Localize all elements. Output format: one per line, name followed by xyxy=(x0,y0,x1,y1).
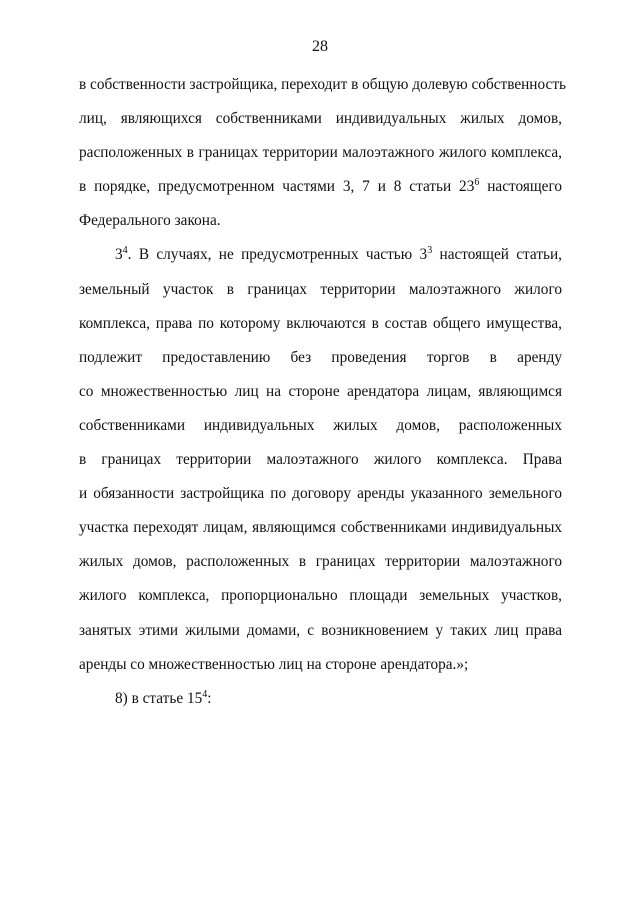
text-line: расположенных в границах территории малоэтажного жилого комплекса, xyxy=(79,144,562,162)
paragraph-continuation xyxy=(79,68,566,238)
text-fragment: в порядке, предусмотренном частями 3, 7 и 8 статьи 23 xyxy=(79,178,475,196)
text-fragment: : xyxy=(207,689,212,707)
text-line xyxy=(79,238,562,272)
text-line: в собственности застройщика, переходит в общую долевую собственность xyxy=(79,76,566,93)
text-line: лиц, являющихся собственниками индивидуальных жилых домов, xyxy=(79,110,562,128)
superscript: 4 xyxy=(122,245,128,257)
superscript: 4 xyxy=(202,688,208,700)
paragraph-part-3-4 xyxy=(79,238,562,681)
text-line: участка переходят лицам, являющимся собственниками индивидуальных xyxy=(79,519,562,537)
text-line xyxy=(79,170,562,204)
text-line: жилых домов, расположенных в границах территории малоэтажного xyxy=(79,553,562,571)
text-line: аренды со множественностью лиц на стороне арендатора.»; xyxy=(79,655,469,673)
text-line: занятых этими жилыми домами, с возникновением у таких лиц права xyxy=(79,621,562,639)
text-fragment: 8) в статье 15 xyxy=(115,689,203,707)
text-fragment: настоящего xyxy=(479,178,562,196)
document-body xyxy=(79,68,566,716)
text-line: подлежит предоставлению без проведения торгов в аренду xyxy=(79,348,562,366)
text-line: собственниками индивидуальных жилых домов, расположенных xyxy=(79,416,562,434)
text-line xyxy=(79,682,562,716)
part-number: 3 xyxy=(115,246,123,264)
text-line: в границах территории малоэтажного жилого комплекса. Права xyxy=(79,451,562,469)
paragraph-item-8 xyxy=(79,682,562,716)
text-line: жилого комплекса, пропорционально площади земельных участков, xyxy=(79,587,562,605)
text-line: комплекса, права по которому включаются в состав общего имущества, xyxy=(79,314,562,332)
text-fragment: . В случаях, не предусмотренных частью 3 xyxy=(127,246,428,264)
text-line: Федерального закона. xyxy=(79,212,221,230)
superscript: 3 xyxy=(427,245,433,257)
page-number: 28 xyxy=(312,38,328,55)
text-line: и обязанности застройщика по договору аренды указанного земельного xyxy=(79,485,562,503)
text-line: земельный участок в границах территории малоэтажного жилого xyxy=(79,280,562,298)
text-fragment: настоящей статьи, xyxy=(432,246,562,264)
superscript: 6 xyxy=(474,177,480,189)
text-line: со множественностью лиц на стороне арендатора лицам, являющимся xyxy=(79,382,562,400)
